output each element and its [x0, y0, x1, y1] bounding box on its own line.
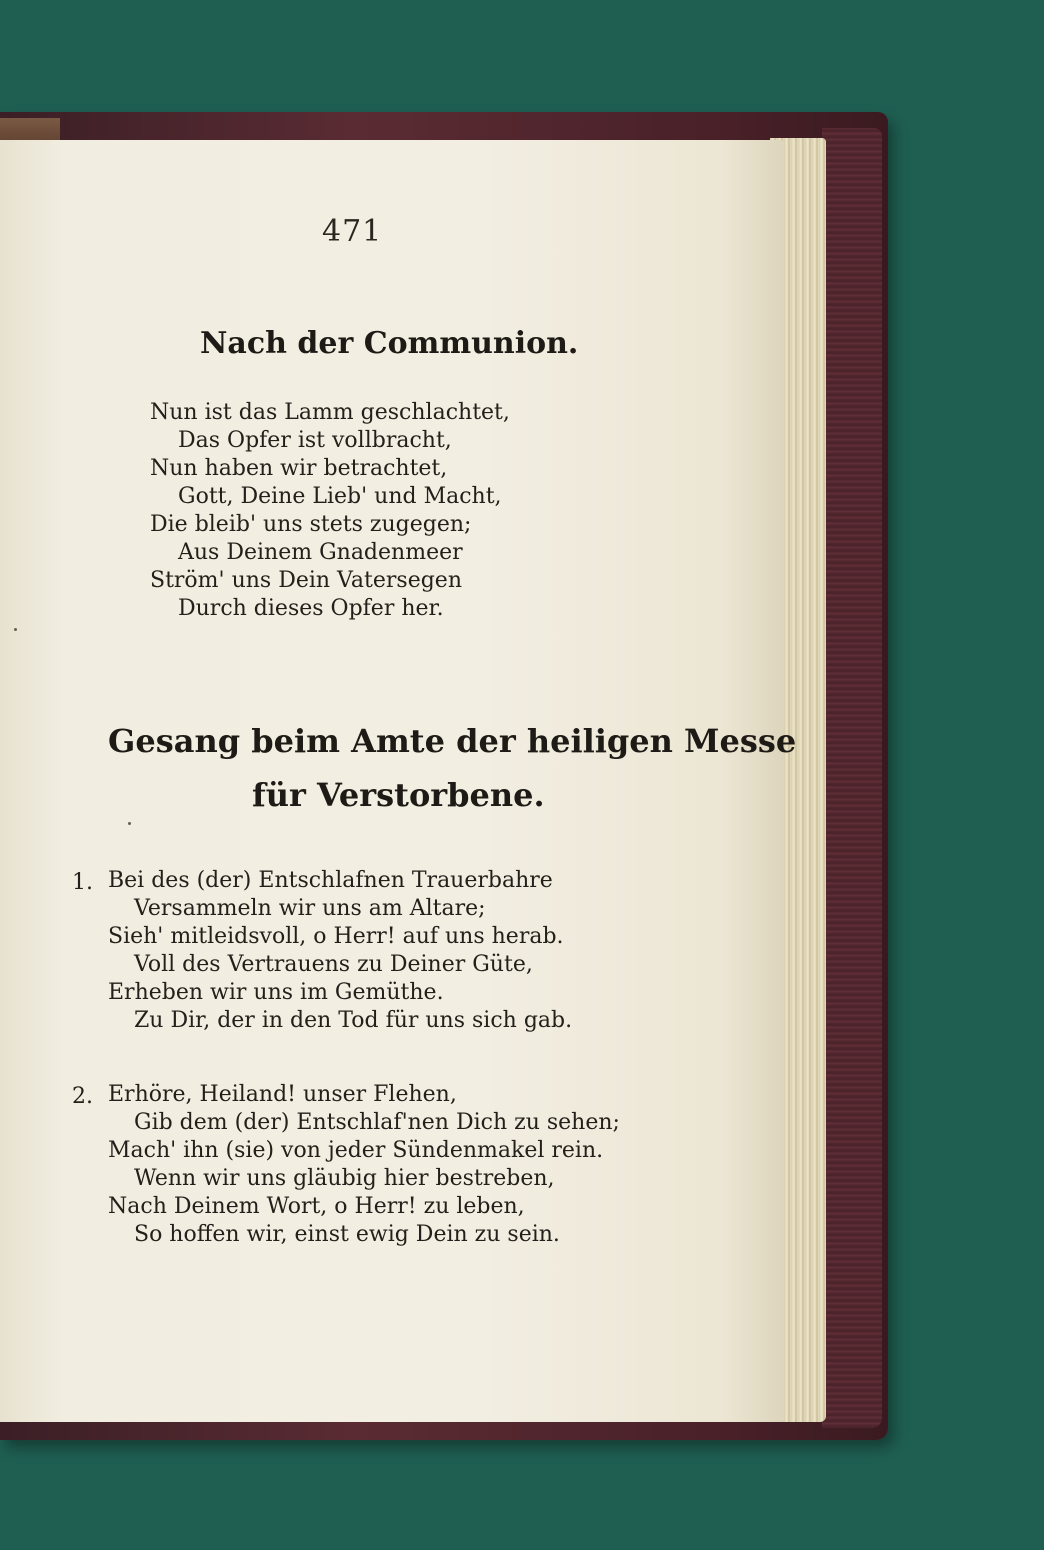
verse-line: Wenn wir uns gläubig hier bestreben,	[134, 1166, 555, 1191]
ink-speck	[128, 822, 131, 825]
section-subtitle-requiem: für Verstorbene.	[252, 776, 545, 814]
verse-line: Das Opfer ist vollbracht,	[178, 428, 452, 453]
verse-line: Aus Deinem Gnadenmeer	[178, 540, 463, 565]
verse-line: Versammeln wir uns am Altare;	[134, 896, 486, 921]
verse-line: Erhöre, Heiland! unser Flehen,	[108, 1082, 457, 1107]
book-cover-edge	[822, 128, 882, 1428]
verse-line: Nun haben wir betrachtet,	[150, 456, 448, 481]
ink-speck	[14, 628, 17, 631]
stanza-number: 2.	[72, 1084, 93, 1109]
verse-line: Ström' uns Dein Vatersegen	[150, 568, 462, 593]
verse-line: Bei des (der) Entschlafnen Trauerbahre	[108, 868, 553, 893]
verse-line: Die bleib' uns stets zugegen;	[150, 512, 472, 537]
verse-line: Nun ist das Lamm geschlachtet,	[150, 400, 510, 425]
verse-line: Nach Deinem Wort, o Herr! zu leben,	[108, 1194, 525, 1219]
verse-line: Gib dem (der) Entschlaf'nen Dich zu sehen;	[134, 1110, 620, 1135]
verse-line: Sieh' mitleidsvoll, o Herr! auf uns herab.	[108, 924, 564, 949]
verse-line: So hoffen wir, einst ewig Dein zu sein.	[134, 1222, 560, 1247]
verse-line: Erheben wir uns im Gemüthe.	[108, 980, 444, 1005]
section-title-communion: Nach der Communion.	[200, 326, 579, 361]
verse-line: Voll des Vertrauens zu Deiner Güte,	[134, 952, 533, 977]
verse-line: Mach' ihn (sie) von jeder Sündenmakel rein.	[108, 1138, 604, 1163]
verse-line: Zu Dir, der in den Tod für uns sich gab.	[134, 1008, 573, 1033]
page-number: 471	[322, 214, 383, 249]
stanza-number: 1.	[72, 870, 93, 895]
verse-line: Gott, Deine Lieb' und Macht,	[178, 484, 502, 509]
verse-line: Durch dieses Opfer her.	[178, 596, 444, 621]
section-title-requiem: Gesang beim Amte der heiligen Messe	[108, 722, 797, 760]
